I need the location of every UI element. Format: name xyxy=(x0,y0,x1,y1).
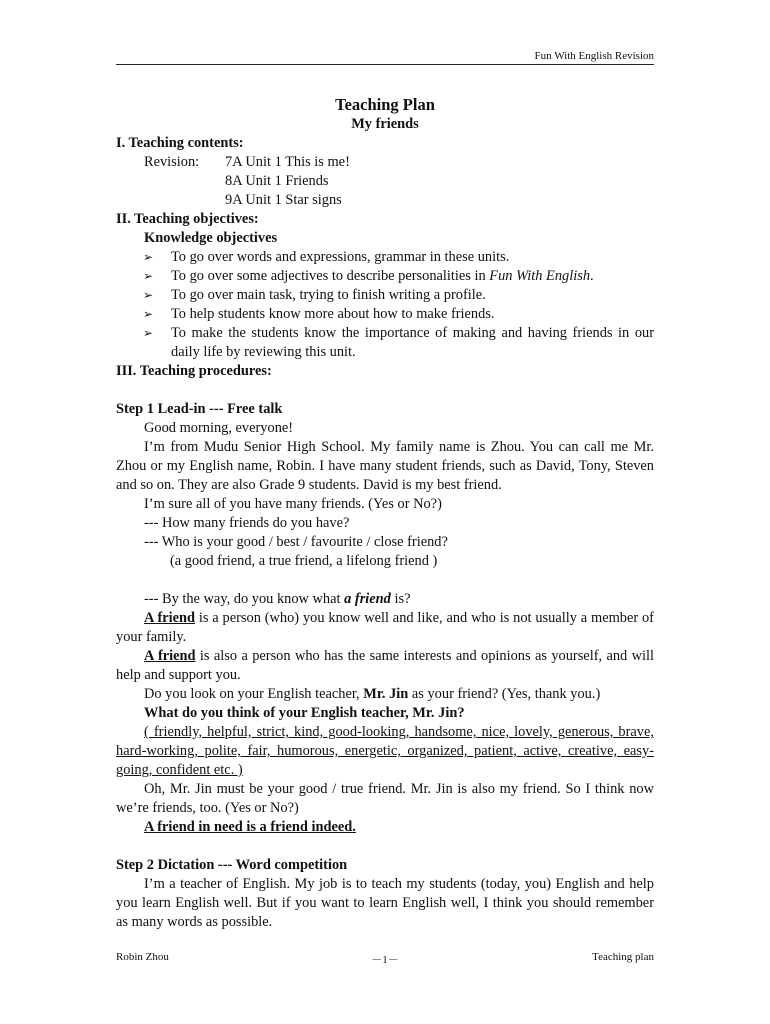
emphasis-term: a friend xyxy=(344,591,391,607)
objective-item xyxy=(116,248,654,267)
document-title: Teaching Plan xyxy=(335,95,435,114)
objective-text: To go over words and expressions, grammar in these units. xyxy=(171,249,510,265)
objective-text: To help students know more about how to make friends. xyxy=(171,306,495,322)
question-text: Do you look on your English teacher, xyxy=(144,686,364,702)
teacher-name: Mr. Jin xyxy=(363,686,409,702)
section-teaching-procedures-heading: III. Teaching procedures: xyxy=(116,363,272,379)
revision-unit-9a: 9A Unit 1 Star signs xyxy=(225,192,342,208)
proverb-line xyxy=(116,818,654,837)
step1-heading: Step 1 Lead-in --- Free talk xyxy=(116,401,283,417)
objective-item xyxy=(116,286,654,305)
defined-term: A friend xyxy=(144,610,196,626)
footer-doc-type: Teaching plan xyxy=(592,951,654,963)
book-title: Fun With English xyxy=(489,268,591,284)
question-line: --- Who is your good / best / favourite / close friend? xyxy=(144,534,448,550)
objective-item xyxy=(116,305,654,324)
objective-item xyxy=(116,324,654,362)
revision-row-2 xyxy=(116,172,654,191)
revision-unit-7a: 7A Unit 1 This is me! xyxy=(225,154,350,170)
objective-text: To go over main task, trying to finish writing a profile. xyxy=(171,287,486,303)
knowledge-objectives-heading: Knowledge objectives xyxy=(144,230,278,246)
arrow-bullet-icon: ➢ xyxy=(143,269,154,283)
arrow-bullet-icon: ➢ xyxy=(143,307,154,321)
arrow-bullet-icon: ➢ xyxy=(143,288,154,302)
conclusion-paragraph: Oh, Mr. Jin must be your good / true friend. Mr. Jin is also my friend. So I think now we’re friends, too. (Yes or No?) xyxy=(116,781,654,816)
question-line xyxy=(116,590,654,609)
question-line xyxy=(116,685,654,704)
question-text-end: as your friend? (Yes, thank you.) xyxy=(408,686,601,702)
footer-page-number: －1－ xyxy=(371,954,399,966)
revision-row-3 xyxy=(116,191,654,210)
revision-row-1 xyxy=(116,153,654,172)
question-heading: What do you think of your English teacher, Mr. Jin? xyxy=(144,705,465,721)
objective-text-end: . xyxy=(590,268,594,284)
definition-text: is also a person who has the same interests and opinions as yourself, and will help and support you. xyxy=(116,648,654,683)
footer-author: Robin Zhou xyxy=(116,951,169,963)
page-header xyxy=(116,50,654,65)
objective-text: To go over some adjectives to describe personalities in xyxy=(171,268,490,284)
question-text-end: is? xyxy=(390,591,411,607)
intro-paragraph: I’m from Mudu Senior High School. My family name is Zhou. You can call me Mr. Zhou or my English name, Robin. I have many student friends, such as David, Tony, Steven and so on. They are also Grade 9 students. David is my best friend. xyxy=(116,439,654,493)
arrow-bullet-icon: ➢ xyxy=(143,250,154,264)
greeting-line: Good morning, everyone! xyxy=(144,420,294,436)
section-teaching-contents-heading: I. Teaching contents: xyxy=(116,135,244,151)
step2-paragraph: I’m a teacher of English. My job is to teach my students (today, you) English and help you learn English well. But if you want to learn English well, I think you should remember as many words as possible. xyxy=(116,876,654,930)
proverb-text: A friend in need is a friend indeed. xyxy=(144,819,356,835)
objective-item xyxy=(116,267,654,286)
revision-label: Revision: xyxy=(144,154,200,170)
objective-text: To make the students know the importance of making and having friends in our daily life by reviewing this unit. xyxy=(171,325,654,360)
document-body xyxy=(116,95,654,932)
document-subtitle: My friends xyxy=(351,116,419,132)
definition-paragraph xyxy=(116,647,654,685)
definition-paragraph xyxy=(116,609,654,647)
question-text: --- By the way, do you know what xyxy=(144,591,345,607)
step2-heading: Step 2 Dictation --- Word competition xyxy=(116,857,348,873)
definition-text: is a person (who) you know well and like, and who is not usually a member of your family. xyxy=(116,610,654,645)
adjective-list: ( friendly, helpful, strict, kind, good-looking, handsome, nice, lovely, generous, brave, hard-working, polite, fair, humorous, energetic, organized, patient, active, creative, easy-going, confident etc. ) xyxy=(116,724,654,778)
answer-line: (a good friend, a true friend, a lifelong friend ) xyxy=(170,553,438,569)
section-teaching-objectives-heading: II. Teaching objectives: xyxy=(116,211,259,227)
arrow-bullet-icon: ➢ xyxy=(143,326,154,340)
defined-term: A friend xyxy=(144,648,196,664)
revision-unit-8a: 8A Unit 1 Friends xyxy=(225,173,329,189)
header-text: Fun With English Revision xyxy=(534,50,654,62)
question-line: --- How many friends do you have? xyxy=(144,515,350,531)
question-line: I’m sure all of you have many friends. (Yes or No?) xyxy=(144,496,442,512)
